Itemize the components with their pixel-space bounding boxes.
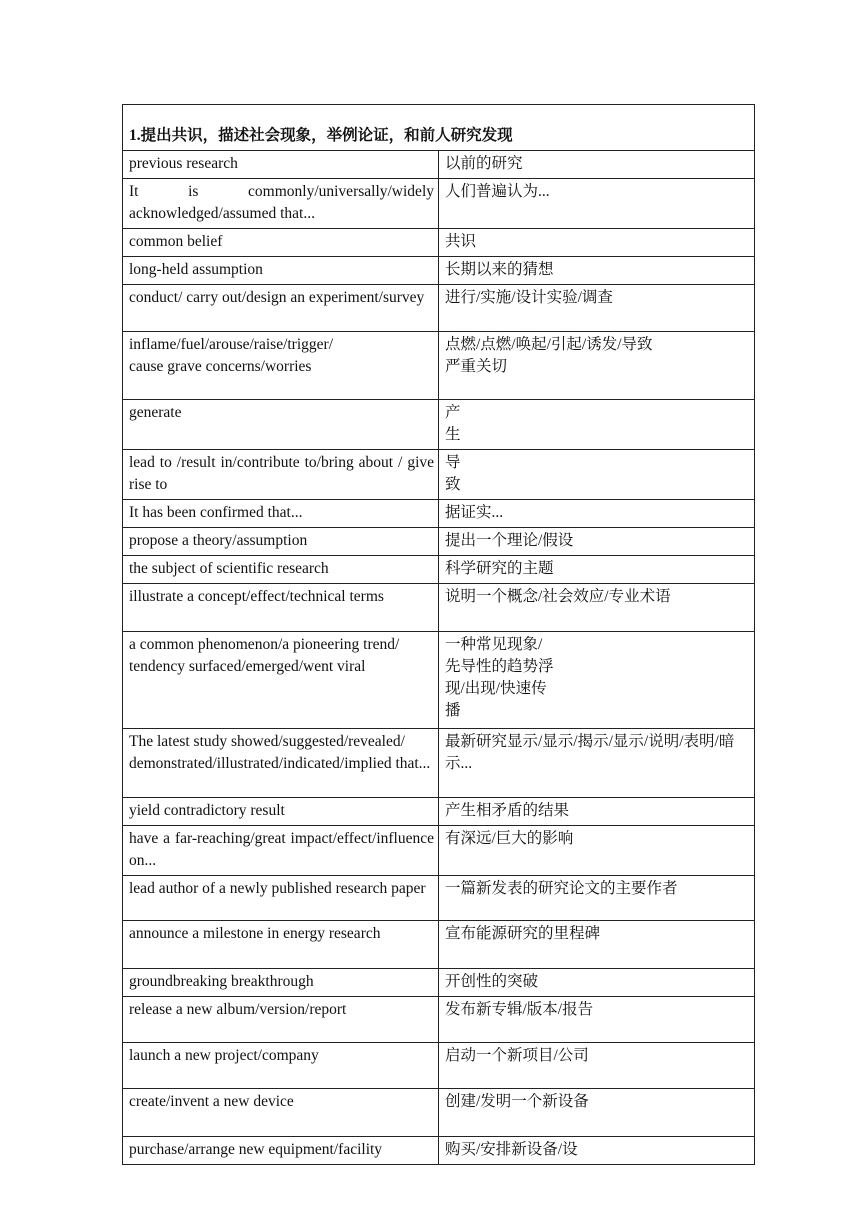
- vocabulary-table: [122, 104, 755, 1165]
- english-phrase: conduct/ carry out/design an experiment/survey: [123, 285, 439, 332]
- chinese-translation: 发布新专辑/版本/报告: [439, 997, 755, 1043]
- chinese-translation: 一篇新发表的研究论文的主要作者: [439, 876, 755, 921]
- english-phrase: purchase/arrange new equipment/facility: [123, 1137, 439, 1165]
- english-phrase: generate: [123, 400, 439, 450]
- table-row: [123, 332, 755, 400]
- table-row: [123, 257, 755, 285]
- table-row: [123, 1089, 755, 1137]
- table-row: [123, 729, 755, 798]
- table-row: [123, 1137, 755, 1165]
- table-row: [123, 229, 755, 257]
- chinese-translation: 提出一个理论/假设: [439, 528, 755, 556]
- table-heading-row: [123, 105, 755, 151]
- english-phrase: The latest study showed/suggested/revealed/ demonstrated/illustrated/indicated/implied that...: [123, 729, 439, 798]
- chinese-translation: 一种常见现象/ 先导性的趋势浮 现/出现/快速传 播: [439, 632, 755, 729]
- chinese-translation: 有深远/巨大的影响: [439, 826, 755, 876]
- english-phrase: groundbreaking breakthrough: [123, 969, 439, 997]
- table-row: [123, 400, 755, 450]
- table-row: [123, 500, 755, 528]
- table-row: [123, 632, 755, 729]
- chinese-translation: 开创性的突破: [439, 969, 755, 997]
- chinese-translation: 科学研究的主题: [439, 556, 755, 584]
- table-row: [123, 528, 755, 556]
- english-phrase: a common phenomenon/a pioneering trend/ tendency surfaced/emerged/went viral: [123, 632, 439, 729]
- chinese-translation: 购买/安排新设备/设: [439, 1137, 755, 1165]
- english-phrase: It is commonly/universally/widely acknowledged/assumed that...: [123, 179, 439, 229]
- table-row: [123, 179, 755, 229]
- chinese-translation: 宣布能源研究的里程碑: [439, 921, 755, 969]
- table-row: [123, 798, 755, 826]
- chinese-translation: 人们普遍认为...: [439, 179, 755, 229]
- chinese-translation: 产生相矛盾的结果: [439, 798, 755, 826]
- english-phrase: illustrate a concept/effect/technical terms: [123, 584, 439, 632]
- english-phrase: common belief: [123, 229, 439, 257]
- chinese-translation: 说明一个概念/社会效应/专业术语: [439, 584, 755, 632]
- english-phrase: propose a theory/assumption: [123, 528, 439, 556]
- english-phrase: the subject of scientific research: [123, 556, 439, 584]
- section-heading: 1.提出共识，描述社会现象，举例论证，和前人研究发现: [123, 105, 755, 151]
- english-phrase: launch a new project/company: [123, 1043, 439, 1089]
- chinese-translation: 据证实...: [439, 500, 755, 528]
- table-row: [123, 556, 755, 584]
- english-phrase: inflame/fuel/arouse/raise/trigger/ cause grave concerns/worries: [123, 332, 439, 400]
- chinese-translation: 点燃/点燃/唤起/引起/诱发/导致 严重关切: [439, 332, 755, 400]
- english-phrase: announce a milestone in energy research: [123, 921, 439, 969]
- english-phrase: It has been confirmed that...: [123, 500, 439, 528]
- table-row: [123, 997, 755, 1043]
- chinese-translation: 长期以来的猜想: [439, 257, 755, 285]
- chinese-translation: 启动一个新项目/公司: [439, 1043, 755, 1089]
- table-row: [123, 1043, 755, 1089]
- table-row: [123, 584, 755, 632]
- chinese-translation: 导 致: [439, 450, 755, 500]
- english-phrase: have a far-reaching/great impact/effect/influence on...: [123, 826, 439, 876]
- chinese-translation: 创建/发明一个新设备: [439, 1089, 755, 1137]
- table-row: [123, 921, 755, 969]
- english-phrase: release a new album/version/report: [123, 997, 439, 1043]
- english-phrase: create/invent a new device: [123, 1089, 439, 1137]
- table-row: [123, 969, 755, 997]
- chinese-translation: 进行/实施/设计实验/调查: [439, 285, 755, 332]
- table-row: [123, 450, 755, 500]
- table-row: [123, 285, 755, 332]
- chinese-translation: 以前的研究: [439, 151, 755, 179]
- chinese-translation: 最新研究显示/显示/揭示/显示/说明/表明/暗示...: [439, 729, 755, 798]
- table-row: [123, 826, 755, 876]
- table-row: [123, 876, 755, 921]
- english-phrase: lead to /result in/contribute to/bring about / give rise to: [123, 450, 439, 500]
- chinese-translation: 共识: [439, 229, 755, 257]
- english-phrase: previous research: [123, 151, 439, 179]
- chinese-translation: 产 生: [439, 400, 755, 450]
- english-phrase: yield contradictory result: [123, 798, 439, 826]
- english-phrase: lead author of a newly published research paper: [123, 876, 439, 921]
- table-row: [123, 151, 755, 179]
- english-phrase: long-held assumption: [123, 257, 439, 285]
